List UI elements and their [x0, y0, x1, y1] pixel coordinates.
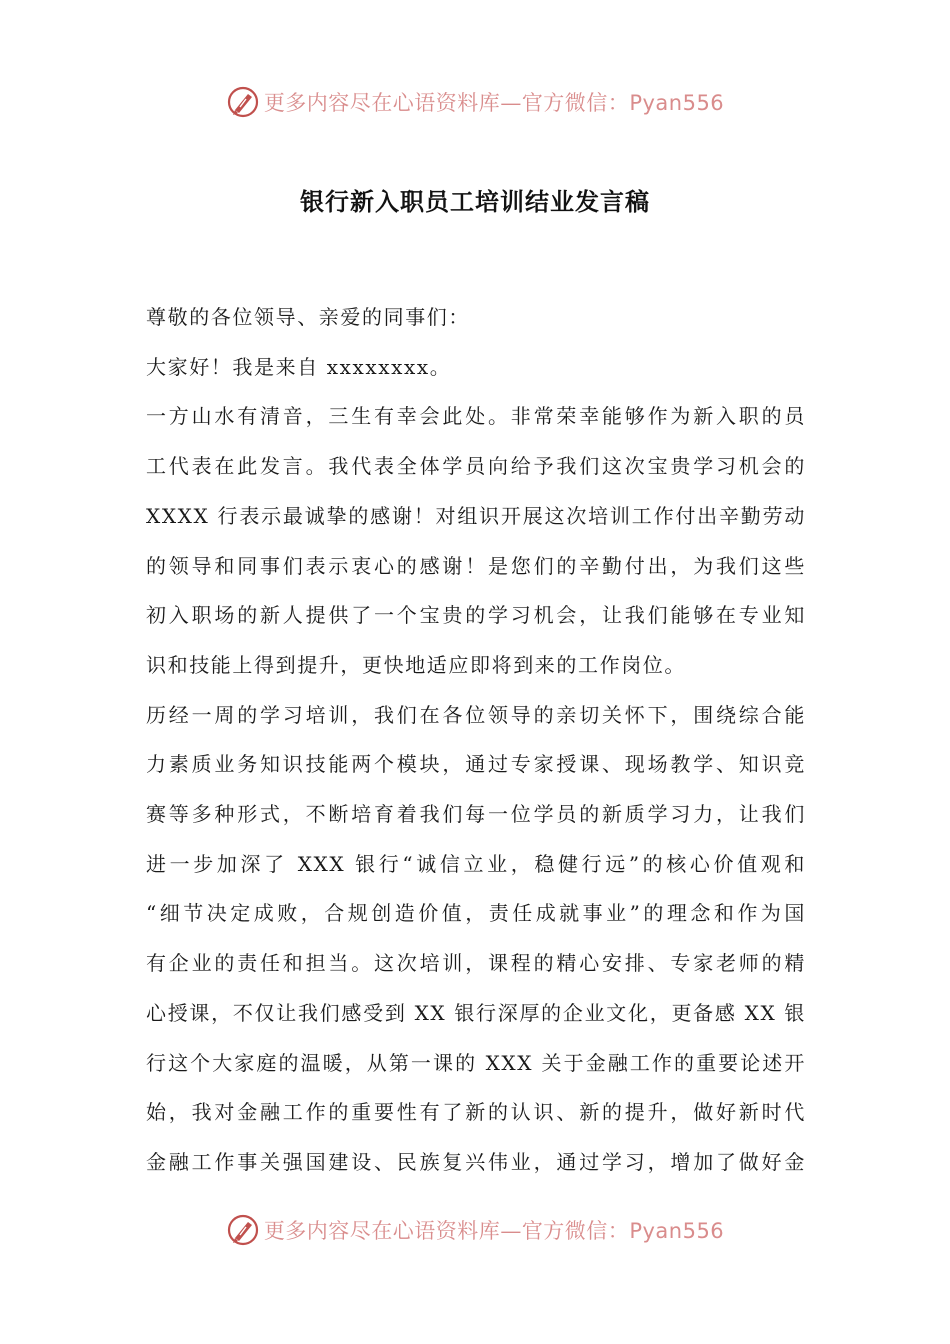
- watermark-dash: —: [500, 91, 522, 115]
- text-line: 尊敬的各位领导、亲爱的同事们：: [146, 305, 470, 329]
- text-line: 一方山水有清音，三生有幸会此处。非常荣幸能够作为新入职的员: [146, 404, 806, 429]
- text-line: 进一步加深了 XXX 银行“诚信立业，稳健行远”的核心价值观和: [146, 851, 806, 876]
- watermark-text: [264, 87, 724, 117]
- watermark-wechat-label: 官方微信：: [521, 1219, 630, 1243]
- text-line: 赛等多种形式，不断培育着我们每一位学员的新质学习力，让我们: [146, 802, 806, 827]
- pen-nib-logo-icon: [226, 1213, 260, 1247]
- text-line: 力素质业务知识技能两个模块，通过专家授课、现场教学、知识竞: [146, 752, 806, 777]
- footer-watermark-banner: [0, 1210, 950, 1250]
- text-line: “细节决定成败，合规创造价值，责任成就事业”的理念和作为国: [146, 901, 806, 926]
- text-line: 工代表在此发言。我代表全体学员向给予我们这次宝贵学习机会的: [146, 454, 806, 479]
- watermark-wechat-id: Pyan556: [629, 91, 725, 115]
- header-watermark-banner: [0, 82, 950, 122]
- text-line: 的领导和同事们表示衷心的感谢！是您们的辛勤付出，为我们这些: [146, 553, 806, 578]
- text-line: 金融工作事关强国建设、民族复兴伟业，通过学习，增加了做好金: [146, 1149, 806, 1174]
- text-line: 始，我对金融工作的重要性有了新的认识、新的提升，做好新时代: [146, 1100, 806, 1125]
- document-title: 银行新入职员工培训结业发言稿: [300, 187, 650, 216]
- watermark-dash: —: [500, 1219, 522, 1243]
- text-line: 有企业的责任和担当。这次培训，课程的精心安排、专家老师的精: [146, 951, 806, 976]
- text-line: 初入职场的新人提供了一个宝贵的学习机会，让我们能够在专业知: [146, 603, 806, 628]
- text-line: XXXX 行表示最诚挚的感谢！对组识开展这次培训工作付出辛勤劳动: [146, 503, 806, 528]
- watermark-wechat-id: Pyan556: [629, 1219, 725, 1243]
- text-line: 大家好！我是来自 xxxxxxxx。: [146, 354, 452, 379]
- text-line: 识和技能上得到提升，更快地适应即将到来的工作岗位。: [146, 652, 686, 677]
- text-line: 心授课，不仅让我们感受到 XX 银行深厚的企业文化，更备感 XX 银: [146, 1000, 806, 1025]
- text-line: 行这个大家庭的温暖，从第一课的 XXX 关于金融工作的重要论述开: [146, 1050, 806, 1075]
- document-body: [146, 293, 806, 1188]
- watermark-slogan: 更多内容尽在心语资料库: [263, 1219, 501, 1243]
- pen-nib-logo-icon: [226, 85, 260, 119]
- watermark-text: [264, 1215, 724, 1245]
- watermark-wechat-label: 官方微信：: [521, 91, 630, 115]
- watermark-slogan: 更多内容尽在心语资料库: [263, 91, 501, 115]
- text-line: 历经一周的学习培训，我们在各位领导的亲切关怀下，围绕综合能: [146, 702, 806, 727]
